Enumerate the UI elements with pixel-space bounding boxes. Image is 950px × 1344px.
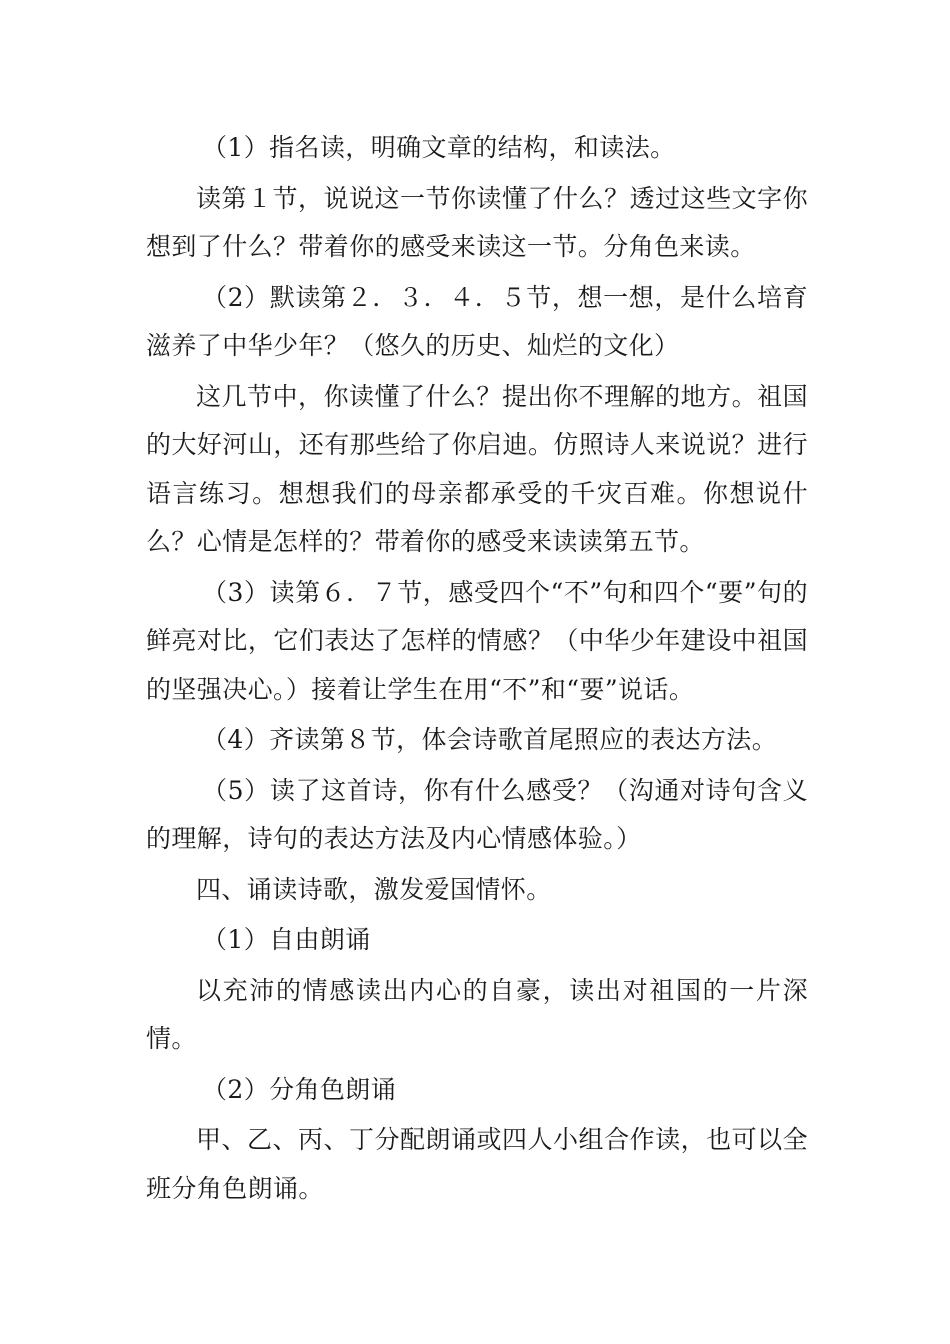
paragraph-sections-discussion: 这几节中，你读懂了什么？提出你不理解的地方。祖国的大好河山，还有那些给了你启迪。仿照诗人来说说？进行语言练习。想想我们的母亲都承受的千灾百难。你想说什么？心情是怎样的？带着你的感受来读读第五节。: [146, 381, 808, 556]
paragraph-role-recitation: （2）分角色朗诵: [202, 1074, 397, 1104]
section-heading-four: 四、诵读诗歌，激发爱国情怀。: [196, 874, 552, 904]
paragraph-recitation-emotion: 以充沛的情感读出内心的自豪，读出对祖国的一片深情。: [146, 975, 808, 1053]
paragraph-step-2: （2）默读第２．３．４．５节，想一想，是什么培育滋养了中华少年？（悠久的历史、灿烂的文化）: [146, 282, 808, 360]
document-body: [146, 124, 808, 1213]
paragraph-free-recitation: （1）自由朗诵: [202, 925, 371, 954]
paragraph-step-1: （1）指名读，明确文章的结构，和读法。: [202, 133, 676, 162]
paragraph-group-reading: 甲、乙、丙、丁分配朗诵或四人小组合作读，也可以全班分角色朗诵。: [146, 1125, 808, 1203]
paragraph-step-3: （3）读第６．７节，感受四个“不”句和四个“要”句的鲜亮对比，它们表达了怎样的情感？（中华少年建设中祖国的坚强决心。）接着让学生在用“不”和“要”说话。: [146, 577, 808, 704]
paragraph-step-4: （4）齐读第８节，体会诗歌首尾照应的表达方法。: [202, 725, 778, 754]
paragraph-read-section-1: 读第１节，说说这一节你读懂了什么？透过这些文字你想到了什么？带着你的感受来读这一节。分角色来读。: [146, 183, 808, 261]
paragraph-step-5: （5）读了这首诗，你有什么感受？（沟通对诗句含义的理解，诗句的表达方法及内心情感体验。）: [146, 775, 808, 853]
